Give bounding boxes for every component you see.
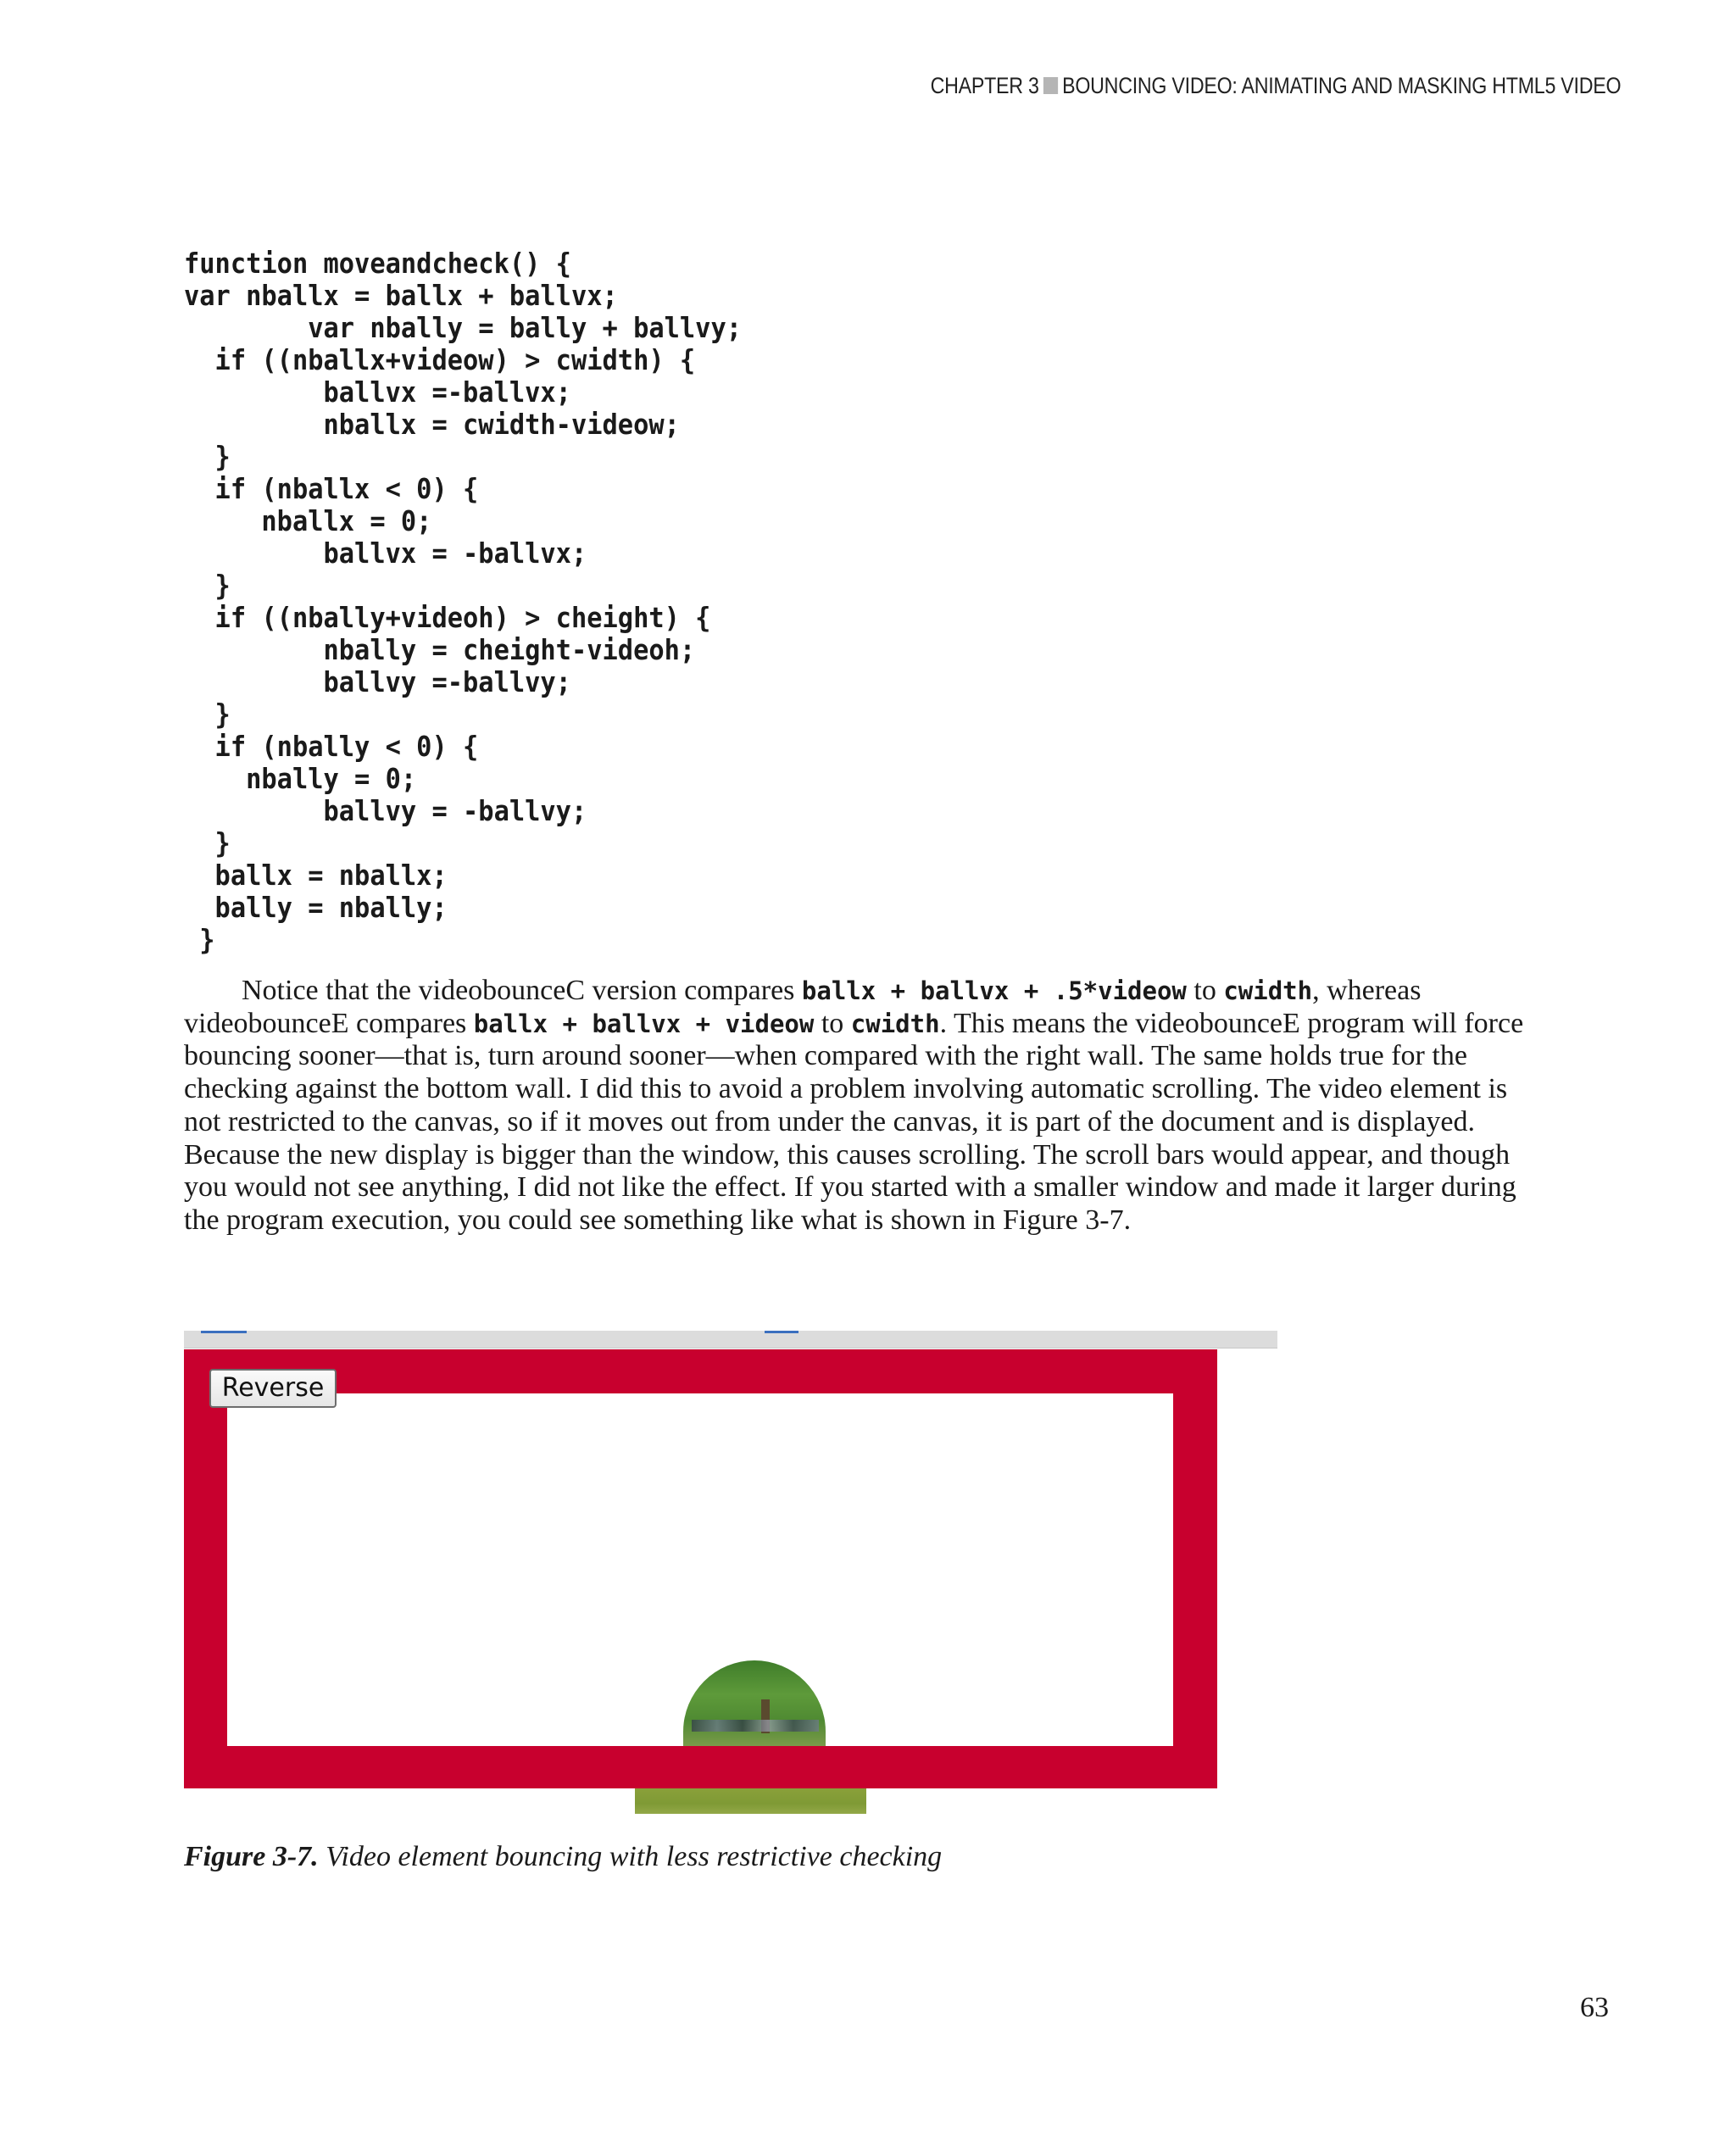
canvas-area <box>227 1393 1173 1746</box>
inline-code-3: ballx + ballvx + videow <box>473 1009 815 1038</box>
browser-top-bar <box>184 1331 1277 1349</box>
tab-indicator <box>201 1331 247 1333</box>
video-ball-visible-portion <box>683 1660 826 1746</box>
header-separator-square <box>1043 77 1058 94</box>
inline-code-4: cwidth <box>850 1009 940 1038</box>
code-listing: function moveandcheck() { var nballx = ballx + ballvx; var nbally = bally + ballvy; if ((nballx+videow) > cwidth) { ballvx =-ballvx; nballx = cwidth-videow; } if (nballx < 0) { nballx = 0; ballvx = -ballvx; } if ((nbally+videoh) > cheight) { nbally = cheight-videoh; ballvy =-ballvy; } if (nbally < 0) { nbally = 0; ballvy = -ballvy; } ballx = nballx; bally = nbally; } <box>184 247 743 956</box>
inline-code-2: cwidth <box>1223 976 1313 1005</box>
paragraph-text-4: to <box>814 1007 851 1039</box>
paragraph-text-2: to <box>1186 975 1224 1006</box>
page-number: 63 <box>1580 1992 1609 2023</box>
paragraph-text-3: , whereas videobounceE compares <box>184 975 1422 1039</box>
tab-indicator <box>765 1331 798 1333</box>
canvas-border-frame <box>184 1349 1217 1788</box>
paragraph-text-1: Notice that the videobounceC version compares <box>242 975 802 1006</box>
chapter-label: CHAPTER 3 <box>930 73 1039 98</box>
figure-caption-label: Figure 3-7. <box>184 1841 319 1872</box>
chapter-title: BOUNCING VIDEO: ANIMATING AND MASKING HTML5 VIDEO <box>1061 73 1621 98</box>
running-head <box>930 73 1621 99</box>
figure-screenshot <box>184 1331 1277 1814</box>
paragraph-text-5: . This means the videobounceE program will force bouncing sooner—that is, turn around sooner—when compared with the right wall. The same holds true for the checking against the bottom wall. I did this to avoid a problem involving automatic scrolling. The video element is not restricted to the canvas, so if it moves out from under the canvas, it is part of the document and is displayed. Because the new display is bigger than the window, this causes scrolling. The scroll bars would appear, and though you would not see anything, I did not like the effect. If you started with a smaller window and made it larger during the program execution, you could see something like what is shown in Figure 3-7. <box>184 1007 1524 1236</box>
reverse-button[interactable]: Reverse <box>209 1369 337 1408</box>
figure-caption-text: Video element bouncing with less restrictive checking <box>318 1841 943 1872</box>
video-ball-overflow-portion <box>635 1788 866 1814</box>
video-people <box>692 1720 819 1732</box>
inline-code-1: ballx + ballvx + .5*videow <box>801 976 1187 1005</box>
figure-caption <box>184 1841 942 1873</box>
body-paragraph <box>184 975 1532 1237</box>
